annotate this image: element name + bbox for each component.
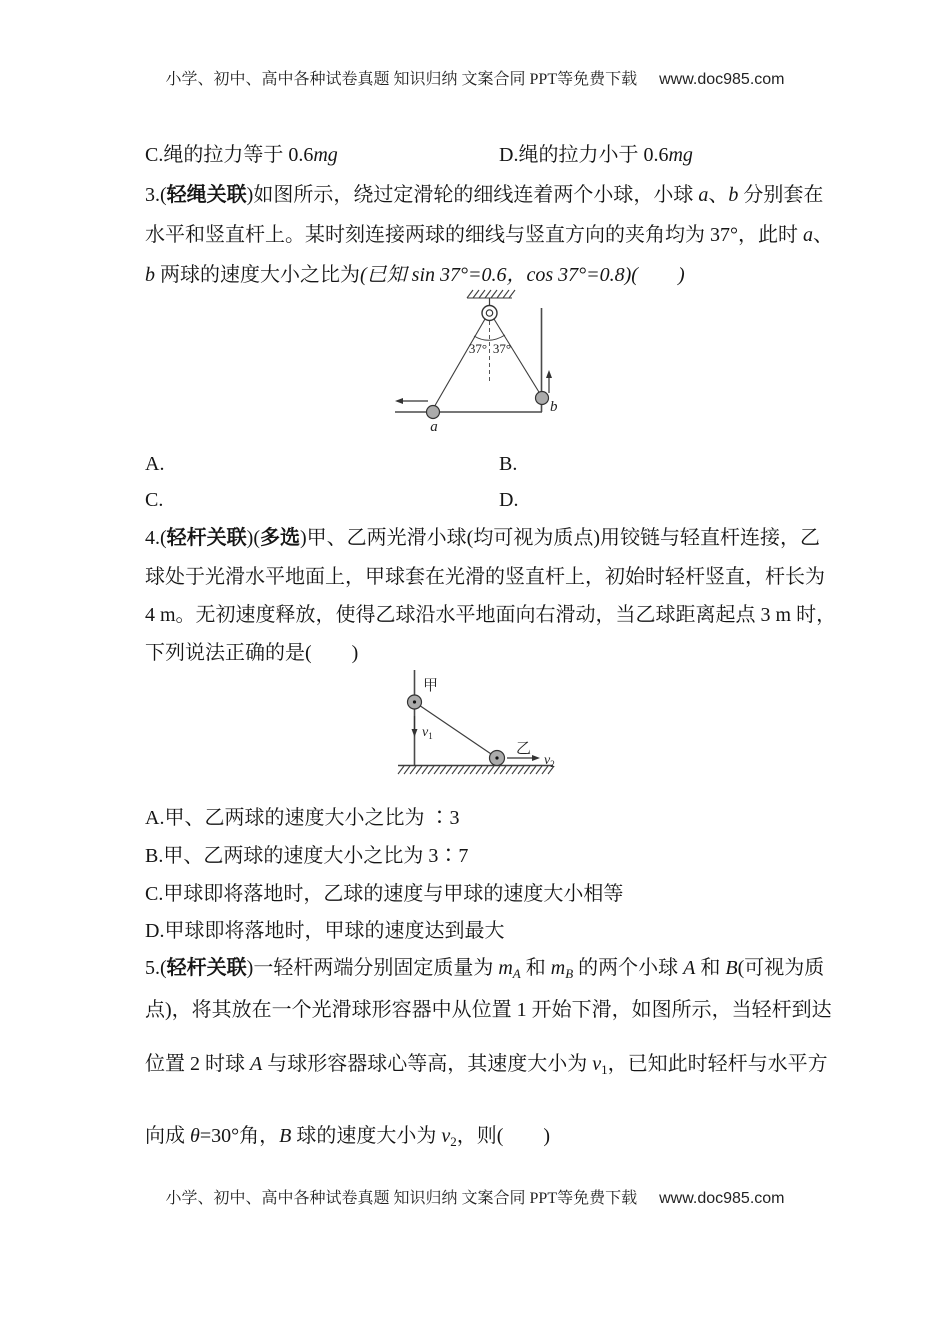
q5-tag-light-rod: 轻杆关联 — [166, 957, 247, 979]
q2-option-c-var: mg — [313, 144, 338, 166]
v2-var: v — [544, 753, 551, 768]
q5-text-end: ，则( ) — [456, 1125, 551, 1147]
q3-sep: 、 — [708, 184, 729, 206]
q4-option-d: D.甲球即将落地时，甲球的速度达到最大 — [145, 920, 505, 942]
var-mB: m — [550, 957, 566, 979]
q5-stem-line-1 — [145, 955, 824, 987]
pulley-diagram — [388, 287, 583, 439]
arrow-up-icon — [546, 370, 552, 393]
arrow-down-icon — [412, 716, 418, 737]
q2-option-d-var: mg — [668, 144, 693, 166]
arrow-left-icon — [395, 398, 428, 404]
var-v1-sub: 1 — [601, 1062, 608, 1077]
q2-option-c-text: C.绳的拉力等于 0.6 — [145, 144, 314, 166]
header-text: 小学、初中、高中各种试卷真题 知识归纳 文案合同 PPT等免费下载 — [165, 71, 638, 88]
q5-and: 和 — [520, 957, 551, 979]
q4-tag-multi-select: 多选 — [260, 527, 300, 549]
ground-hatch-icon — [398, 766, 554, 775]
q4-sep: )( — [246, 527, 260, 549]
angle-label-right: 37° — [492, 341, 512, 356]
ball-jia-hinge-dot — [413, 700, 416, 703]
q5-text: 位置 2 时球 — [145, 1053, 250, 1075]
q2-option-c — [145, 142, 338, 169]
q3-number: 3.( — [145, 184, 167, 206]
q4-stem-line-4: 下列说法正确的是( ) — [145, 642, 359, 664]
var-B: B — [279, 1125, 292, 1147]
q2-option-d-text: D.绳的拉力小于 0.6 — [499, 144, 669, 166]
ball-a-label: a — [430, 419, 438, 435]
q5-text: 的两个小球 — [573, 957, 684, 979]
v2-sub: 2 — [550, 759, 555, 769]
footer-url: www.doc985.com — [659, 1190, 785, 1207]
q5-text: 向成 — [145, 1125, 190, 1147]
q3-option-b — [499, 451, 517, 478]
v1-sub: 1 — [428, 731, 433, 741]
q5-stem-line-2: 点)，将其放在一个光滑球形容器中从位置 1 开始下滑，如图所示，当轻杆到达 — [145, 999, 832, 1021]
var-mA-sub: A — [512, 966, 521, 981]
var-theta: θ — [190, 1125, 200, 1147]
q4-number: 4.( — [145, 527, 167, 549]
q3-option-c — [145, 487, 163, 514]
q5-text-end: (可视为质 — [737, 957, 825, 979]
page-footer — [0, 1185, 950, 1208]
q4-option-a: A.甲、乙两球的速度大小之比为 ∶3 — [145, 807, 460, 829]
var-a: a — [803, 224, 813, 246]
pulley-axle-icon — [486, 310, 492, 316]
v1-var: v — [422, 725, 429, 740]
q4-stem-line-3: 4 m。无初速度释放，使得乙球沿水平地面向右滑动，当乙球距离起点 3 m 时， — [145, 604, 837, 626]
q5-number: 5.( — [145, 957, 167, 979]
var-v2-sub: 2 — [450, 1134, 457, 1149]
var-B: B — [725, 957, 738, 979]
header-url: www.doc985.com — [659, 71, 785, 88]
ball-a-icon — [427, 406, 440, 419]
q4-option-b: B.甲、乙两球的速度大小之比为 3∶7 — [145, 845, 469, 867]
var-mA: m — [498, 957, 513, 979]
page-header — [0, 66, 950, 89]
q3-stem-line-1 — [145, 182, 823, 209]
q3-tag-light-rope: 轻绳关联 — [166, 184, 247, 206]
q5-text: =30°角， — [199, 1125, 280, 1147]
q3-stem-line-3 — [145, 262, 685, 289]
q3-sep: 、 — [813, 224, 833, 246]
ball-yi-label: 乙 — [516, 741, 532, 757]
q2-option-d — [499, 142, 693, 169]
footer-text: 小学、初中、高中各种试卷真题 知识归纳 文案合同 PPT等免费下载 — [165, 1190, 638, 1207]
q3-option-a-label: A. — [145, 453, 165, 475]
var-b: b — [728, 184, 739, 206]
var-v2: v — [441, 1125, 451, 1147]
q5-stem-line-3 — [145, 1051, 828, 1083]
q3-option-b-label: B. — [499, 453, 518, 475]
q3-option-d — [499, 487, 518, 514]
q3-option-a — [145, 451, 164, 478]
var-b: b — [145, 264, 155, 286]
q4-text: )甲、乙两光滑小球(均可视为质点)用铰链与轻直杆连接，乙 — [300, 527, 820, 549]
string-left — [433, 319, 488, 409]
q5-text: )一轻杆两端分别固定质量为 — [246, 957, 499, 979]
string-right — [494, 319, 542, 397]
ceiling-hatch-icon — [467, 290, 515, 298]
q5-and: 和 — [695, 957, 726, 979]
ball-b-label: b — [550, 399, 558, 415]
q5-text: 球的速度大小为 — [291, 1125, 442, 1147]
q4-option-c: C.甲球即将落地时，乙球的速度与甲球的速度大小相等 — [145, 883, 624, 905]
q3-text-end: 分别套在 — [738, 184, 824, 206]
q4-tag-light-rod: 轻杆关联 — [166, 527, 247, 549]
q5-text: 与球形容器球心等高，其速度大小为 — [262, 1053, 593, 1075]
q3-stem-line-2 — [145, 222, 833, 249]
q3-text: 水平和竖直杆上。某时刻连接两球的细线与竖直方向的夹角均为 37°，此时 — [145, 224, 803, 246]
q3-text: )如图所示，绕过定滑轮的细线连着两个小球，小球 — [246, 184, 699, 206]
ball-yi-hinge-dot — [495, 756, 498, 759]
v2-label — [544, 753, 555, 769]
q4-stem-line-2: 球处于光滑水平地面上，甲球套在光滑的竖直杆上，初始时轻杆竖直，杆长为 — [145, 566, 825, 588]
rod-balls-diagram — [395, 668, 600, 795]
ball-b-icon — [536, 392, 549, 405]
ball-jia-label: 甲 — [423, 678, 439, 694]
v1-label — [422, 725, 433, 741]
q4-stem-line-1 — [145, 525, 820, 552]
var-a: a — [698, 184, 709, 206]
q5-stem-line-4 — [145, 1123, 550, 1155]
q3-text: 两球的速度大小之比为 — [155, 264, 360, 286]
var-A: A — [250, 1053, 263, 1075]
var-A: A — [683, 957, 696, 979]
var-mB-sub: B — [565, 966, 574, 981]
angle-label-left: 37° — [468, 341, 488, 356]
q5-text-end: ，已知此时轻杆与水平方 — [607, 1053, 828, 1075]
q3-option-c-label: C. — [145, 489, 164, 511]
var-v1: v — [592, 1053, 602, 1075]
q3-option-d-label: D. — [499, 489, 519, 511]
q3-given-condition: (已知 sin 37°=0.6，cos 37°=0.8)( ) — [360, 264, 685, 286]
